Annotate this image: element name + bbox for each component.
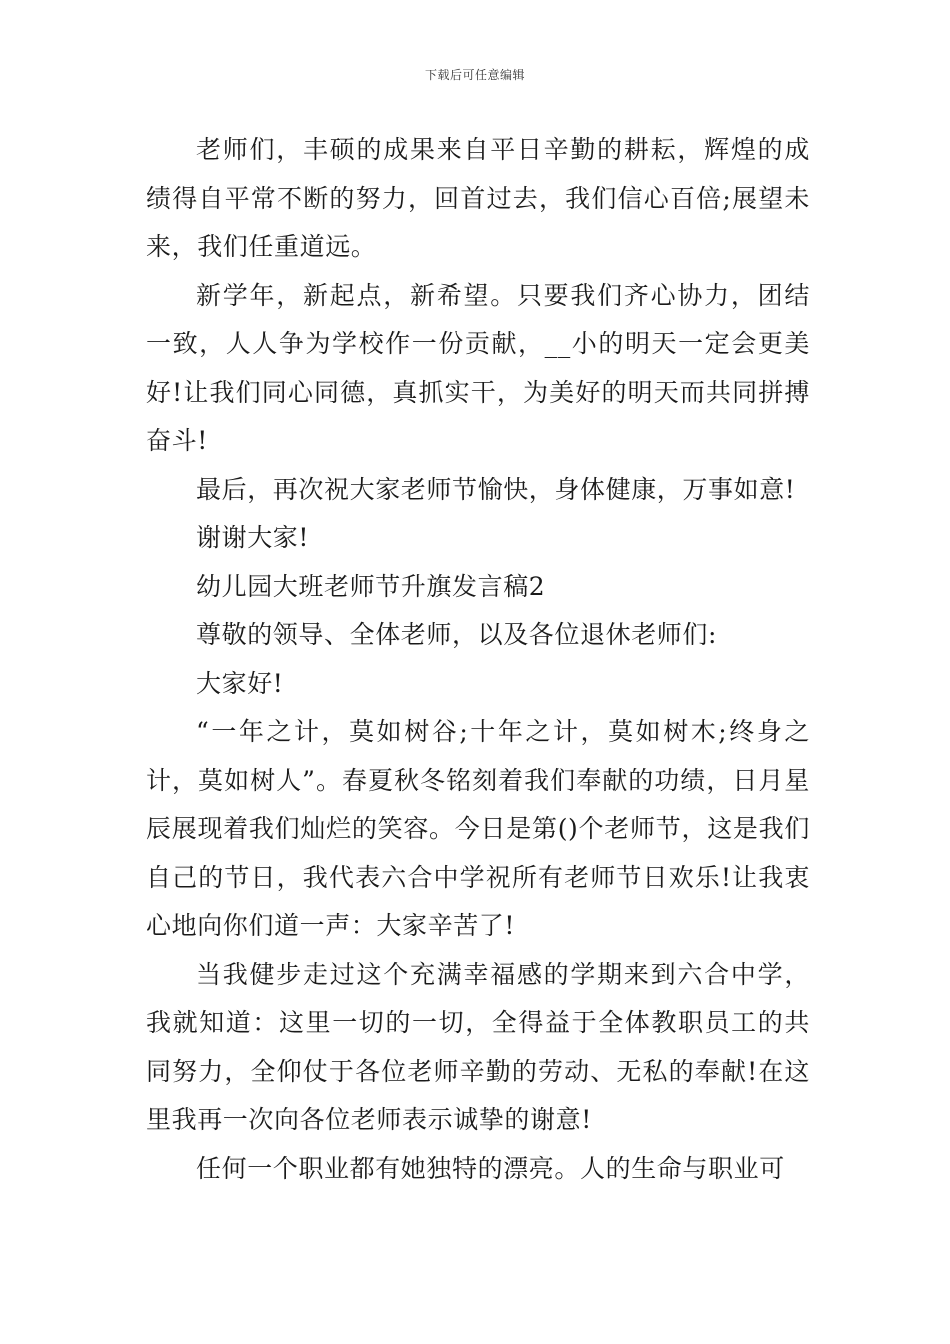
header-note: 下载后可任意编辑 xyxy=(424,68,525,82)
paragraph-closing-wishes: 最后，再次祝大家老师节愉快，身体健康，万事如意! xyxy=(196,474,796,504)
paragraph-salutation: 尊敬的领导、全体老师，以及各位退休老师们: xyxy=(196,620,718,649)
paragraph-new-school-year: 新学年，新起点，新希望。只要我们齐心协力，团结一致，人人争为学校作一份贡献，__小的明天一定会更美好!让我们同心同德，真抓实干，为美好的明天而共同拼搏奋斗! xyxy=(146,280,810,455)
paragraph-profession-beauty: 任何一个职业都有她独特的漂亮。人的生命与职业可 xyxy=(196,1153,785,1183)
paragraph-thanks: 谢谢大家! xyxy=(196,523,310,552)
paragraph-teachers-achievements: 老师们，丰硕的成果来自平日辛勤的耕耘，辉煌的成绩得自平常不断的努力，回首过去，我们信心百倍;展望未来，我们任重道远。 xyxy=(146,135,810,261)
paragraph-quote-teachers-day: “一年之计，莫如树谷;十年之计，莫如树木;终身之计，莫如树人”。春夏秋冬铭刻着我们奉献的功绩，日月星辰展现着我们灿烂的笑容。今日是第()个老师节，这是我们自己的节日，我代表六合中学祝所有老师节日欢乐!让我衷心地向你们道一声：大家辛苦了! xyxy=(146,717,810,940)
paragraph-greeting: 大家好! xyxy=(196,668,284,698)
document-body xyxy=(146,126,810,1193)
section-title: 幼儿园大班老师节升旗发言稿2 xyxy=(196,571,546,601)
paragraph-school-arrival: 当我健步走过这个充满幸福感的学期来到六合中学，我就知道：这里一切的一切，全得益于全体教职员工的共同努力，全仰仗于各位老师辛勤的劳动、无私的奉献!在这里我再一次向各位老师表示诚挚的谢意! xyxy=(146,959,810,1134)
